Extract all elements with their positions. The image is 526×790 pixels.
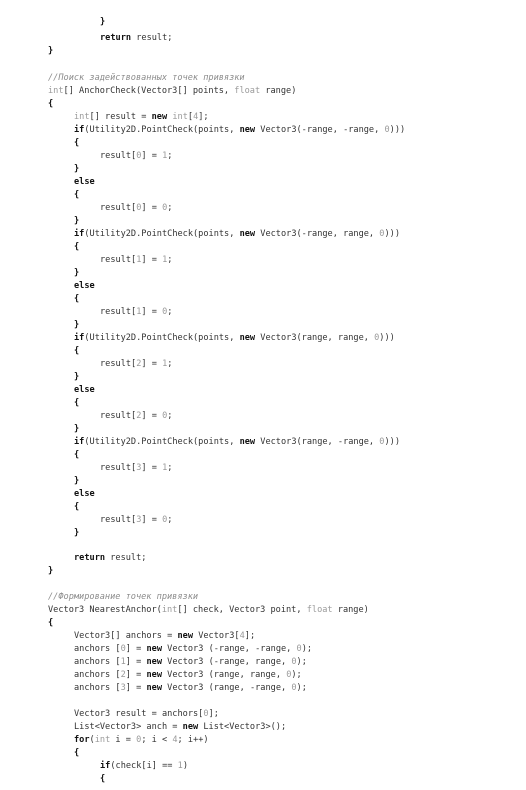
code-text: (check[i] == (110, 761, 178, 771)
code-line (74, 449, 79, 462)
code-text: i = (110, 735, 137, 745)
code-literal: 1 (177, 761, 183, 771)
code-text: ] = (141, 515, 163, 525)
code-text: range) (332, 605, 369, 615)
code-keyword: else (74, 385, 95, 395)
code-text: ] = (141, 307, 163, 317)
code-keyword: if (100, 761, 111, 771)
code-text: anchors [ (74, 683, 121, 693)
code-keyword: } (74, 476, 80, 486)
code-keyword: { (48, 99, 54, 109)
code-text: ); (301, 644, 313, 654)
code-keyword: else (74, 489, 95, 499)
code-line (48, 565, 53, 578)
code-text: Vector3(range, range, (255, 333, 375, 343)
code-line (48, 85, 296, 98)
code-keyword: } (74, 268, 80, 278)
code-literal: 1 (162, 151, 168, 161)
code-line (48, 45, 53, 58)
code-keyword: } (74, 164, 80, 174)
code-line (74, 397, 79, 410)
code-literal: 0 (379, 229, 385, 239)
code-text: result[ (100, 307, 137, 317)
code-keyword: if (74, 437, 85, 447)
code-text: Vector3(-range, -range, (255, 125, 385, 135)
code-keyword: } (48, 566, 54, 576)
code-literal: int (74, 112, 90, 122)
code-line (74, 345, 79, 358)
code-comment: //Формирование точек привязки (48, 592, 199, 602)
code-line (74, 423, 79, 436)
code-literal: 0 (162, 307, 168, 317)
code-text: Vector3 (-range, range, (162, 657, 292, 667)
code-literal: 0 (136, 151, 142, 161)
code-line (100, 306, 172, 319)
code-keyword: else (74, 177, 95, 187)
code-line (100, 32, 172, 45)
code-keyword: } (74, 372, 80, 382)
code-literal: int (161, 605, 178, 615)
code-line (48, 72, 245, 85)
code-keyword: new (239, 229, 256, 239)
code-line (100, 760, 188, 773)
code-text: ; i++) (177, 735, 209, 745)
code-text: ))) (389, 125, 406, 135)
code-text: ; (167, 359, 173, 369)
code-text: anchors [ (74, 657, 121, 667)
code-text: result[ (100, 255, 137, 265)
code-keyword: new (239, 333, 256, 343)
code-line (74, 371, 79, 384)
code-text: ))) (379, 333, 395, 343)
code-keyword: if (74, 229, 85, 239)
code-literal: 4 (193, 112, 199, 122)
code-text: ] = (125, 657, 147, 667)
code-literal: 0 (162, 203, 168, 213)
code-line (100, 358, 172, 371)
code-comment: //Поиск задействованных точек привязки (48, 73, 245, 83)
code-line (74, 111, 209, 124)
code-text: ] = (141, 203, 163, 213)
code-text: ] = (141, 463, 163, 473)
code-line (100, 16, 105, 29)
code-text: ]; (244, 631, 256, 641)
code-keyword: for (74, 735, 90, 745)
code-text: ) (182, 761, 188, 771)
code-text: Vector3(-range, range, (255, 229, 380, 239)
code-text: Vector3 result = anchors[ (74, 709, 204, 719)
code-keyword: } (100, 17, 106, 27)
code-keyword: } (74, 424, 80, 434)
code-text: List<Vector3>(); (198, 722, 287, 732)
code-line (74, 708, 219, 721)
code-literal: 1 (120, 657, 126, 667)
code-literal: 0 (291, 683, 297, 693)
code-keyword: } (48, 46, 54, 56)
code-text: Vector3 (range, range, (162, 670, 287, 680)
code-keyword: } (74, 320, 80, 330)
code-line (100, 254, 172, 267)
code-line (74, 501, 79, 514)
code-line (100, 202, 172, 215)
code-literal: 4 (239, 631, 245, 641)
code-text: ))) (384, 437, 401, 447)
code-literal: 1 (162, 359, 168, 369)
code-line (74, 332, 395, 345)
code-line (100, 514, 172, 527)
code-keyword: new (146, 657, 162, 667)
code-text: ] = (125, 644, 147, 654)
code-text: [] result = (89, 112, 152, 122)
code-literal: 0 (296, 644, 302, 654)
code-text: [] check, Vector3 point, (177, 605, 307, 615)
code-line (74, 475, 79, 488)
code-literal: 0 (291, 657, 297, 667)
code-keyword: if (74, 125, 85, 135)
code-line (74, 721, 286, 734)
code-text: result[ (100, 359, 137, 369)
code-literal: 0 (374, 333, 380, 343)
code-text: ; (167, 255, 173, 265)
code-text: result[ (100, 411, 137, 421)
code-line (74, 552, 146, 565)
code-text: ); (296, 657, 307, 667)
code-literal: 0 (162, 515, 168, 525)
code-literal: int (94, 735, 111, 745)
code-keyword: new (146, 670, 162, 680)
code-literal: 0 (136, 203, 142, 213)
code-literal: 0 (136, 735, 142, 745)
code-text: ; (167, 515, 173, 525)
code-text: ); (291, 670, 302, 680)
code-line (48, 591, 198, 604)
code-line (100, 773, 105, 786)
code-line (74, 215, 79, 228)
code-text: ; (167, 307, 173, 317)
code-text: [ (187, 112, 194, 122)
code-line (74, 228, 400, 241)
code-keyword: if (74, 333, 85, 343)
code-text: Vector3(range, -range, (255, 437, 380, 447)
code-text: result[ (100, 151, 137, 161)
code-keyword: { (74, 242, 80, 252)
code-keyword: { (74, 502, 80, 512)
code-text: ; (167, 151, 173, 161)
code-literal: float (306, 605, 333, 615)
code-text: result; (105, 553, 147, 563)
code-text: ( (89, 735, 95, 745)
code-literal: int (172, 112, 188, 122)
code-line (74, 176, 95, 189)
code-line (48, 617, 53, 630)
code-keyword: { (74, 398, 80, 408)
code-line (100, 462, 172, 475)
code-line (74, 734, 209, 747)
code-text: ; (167, 203, 173, 213)
code-literal: 3 (120, 683, 126, 693)
code-text: Vector3 (-range, -range, (162, 644, 297, 654)
code-keyword: new (239, 437, 256, 447)
code-keyword: new (177, 631, 194, 641)
code-text: ; (167, 411, 173, 421)
code-literal: 0 (286, 670, 292, 680)
code-keyword: new (151, 112, 168, 122)
code-text: Vector3[] anchors = (74, 631, 178, 641)
code-line (100, 150, 172, 163)
code-keyword: } (74, 216, 80, 226)
code-text: ]; (198, 112, 209, 122)
code-text: anchors [ (74, 644, 121, 654)
code-keyword: new (146, 683, 162, 693)
code-literal: 1 (162, 255, 168, 265)
code-literal: 0 (379, 437, 385, 447)
code-keyword: return (100, 33, 132, 43)
code-line (74, 656, 307, 669)
code-line (74, 747, 79, 760)
code-literal: 0 (203, 709, 209, 719)
code-text: ] = (141, 255, 163, 265)
code-text: Vector3[ (193, 631, 240, 641)
code-keyword: return (74, 553, 106, 563)
code-literal: 1 (162, 463, 168, 473)
code-text: Vector3 (range, -range, (162, 683, 292, 693)
code-text: range) (260, 86, 297, 96)
code-literal: 0 (162, 411, 168, 421)
code-text: result[ (100, 203, 137, 213)
code-line (74, 319, 79, 332)
code-text: ))) (384, 229, 401, 239)
code-text: ]; (208, 709, 219, 719)
code-line (74, 682, 307, 695)
code-text: result; (131, 33, 173, 43)
code-literal: 0 (384, 125, 390, 135)
code-literal: 2 (136, 359, 142, 369)
code-keyword: else (74, 281, 95, 291)
code-literal: 0 (120, 644, 126, 654)
code-text: [] AnchorCheck(Vector3[] points, (63, 86, 235, 96)
code-text: (Utility2D.PointCheck(points, (84, 333, 240, 343)
code-literal: 2 (120, 670, 126, 680)
code-keyword: { (74, 138, 80, 148)
code-line (74, 643, 312, 656)
code-line (74, 527, 79, 540)
code-line (74, 267, 79, 280)
code-text: Vector3 NearestAnchor( (48, 605, 162, 615)
code-line (74, 241, 79, 254)
code-keyword: } (74, 528, 80, 538)
code-keyword: new (182, 722, 199, 732)
code-text: result[ (100, 515, 137, 525)
code-keyword: { (48, 618, 54, 628)
code-text: ] = (125, 670, 147, 680)
code-literal: 1 (136, 255, 142, 265)
code-line (74, 630, 255, 643)
code-line (74, 163, 79, 176)
code-literal: int (48, 86, 64, 96)
code-line (48, 98, 53, 111)
code-text: (Utility2D.PointCheck(points, (84, 229, 240, 239)
code-keyword: { (74, 294, 80, 304)
code-line (74, 293, 79, 306)
code-text: (Utility2D.PointCheck(points, (84, 437, 240, 447)
code-text: ; i < (141, 735, 173, 745)
code-line (74, 669, 302, 682)
code-text: ; (167, 463, 173, 473)
code-literal: 2 (136, 411, 142, 421)
code-line (74, 280, 95, 293)
code-literal: 3 (136, 463, 142, 473)
code-keyword: { (74, 748, 80, 758)
code-literal: 1 (136, 307, 142, 317)
code-keyword: new (146, 644, 162, 654)
code-keyword: { (74, 450, 80, 460)
code-line (74, 436, 400, 449)
code-text: anchors [ (74, 670, 121, 680)
code-text: (Utility2D.PointCheck(points, (84, 125, 240, 135)
code-literal: float (234, 86, 261, 96)
code-line (74, 137, 79, 150)
code-text: ] = (125, 683, 147, 693)
code-keyword: { (74, 346, 80, 356)
code-line (74, 189, 79, 202)
code-text: ); (296, 683, 307, 693)
code-keyword: { (100, 774, 106, 784)
code-literal: 3 (136, 515, 142, 525)
code-line (100, 410, 172, 423)
code-keyword: { (74, 190, 80, 200)
code-keyword: new (239, 125, 256, 135)
code-line (74, 384, 95, 397)
code-line (74, 124, 405, 137)
code-text: ] = (141, 359, 163, 369)
code-text: ] = (141, 411, 163, 421)
code-text: result[ (100, 463, 137, 473)
code-literal: 4 (172, 735, 178, 745)
code-line (48, 604, 369, 617)
code-text: ] = (141, 151, 163, 161)
code-text: List<Vector3> anch = (74, 722, 183, 732)
code-line (74, 488, 95, 501)
